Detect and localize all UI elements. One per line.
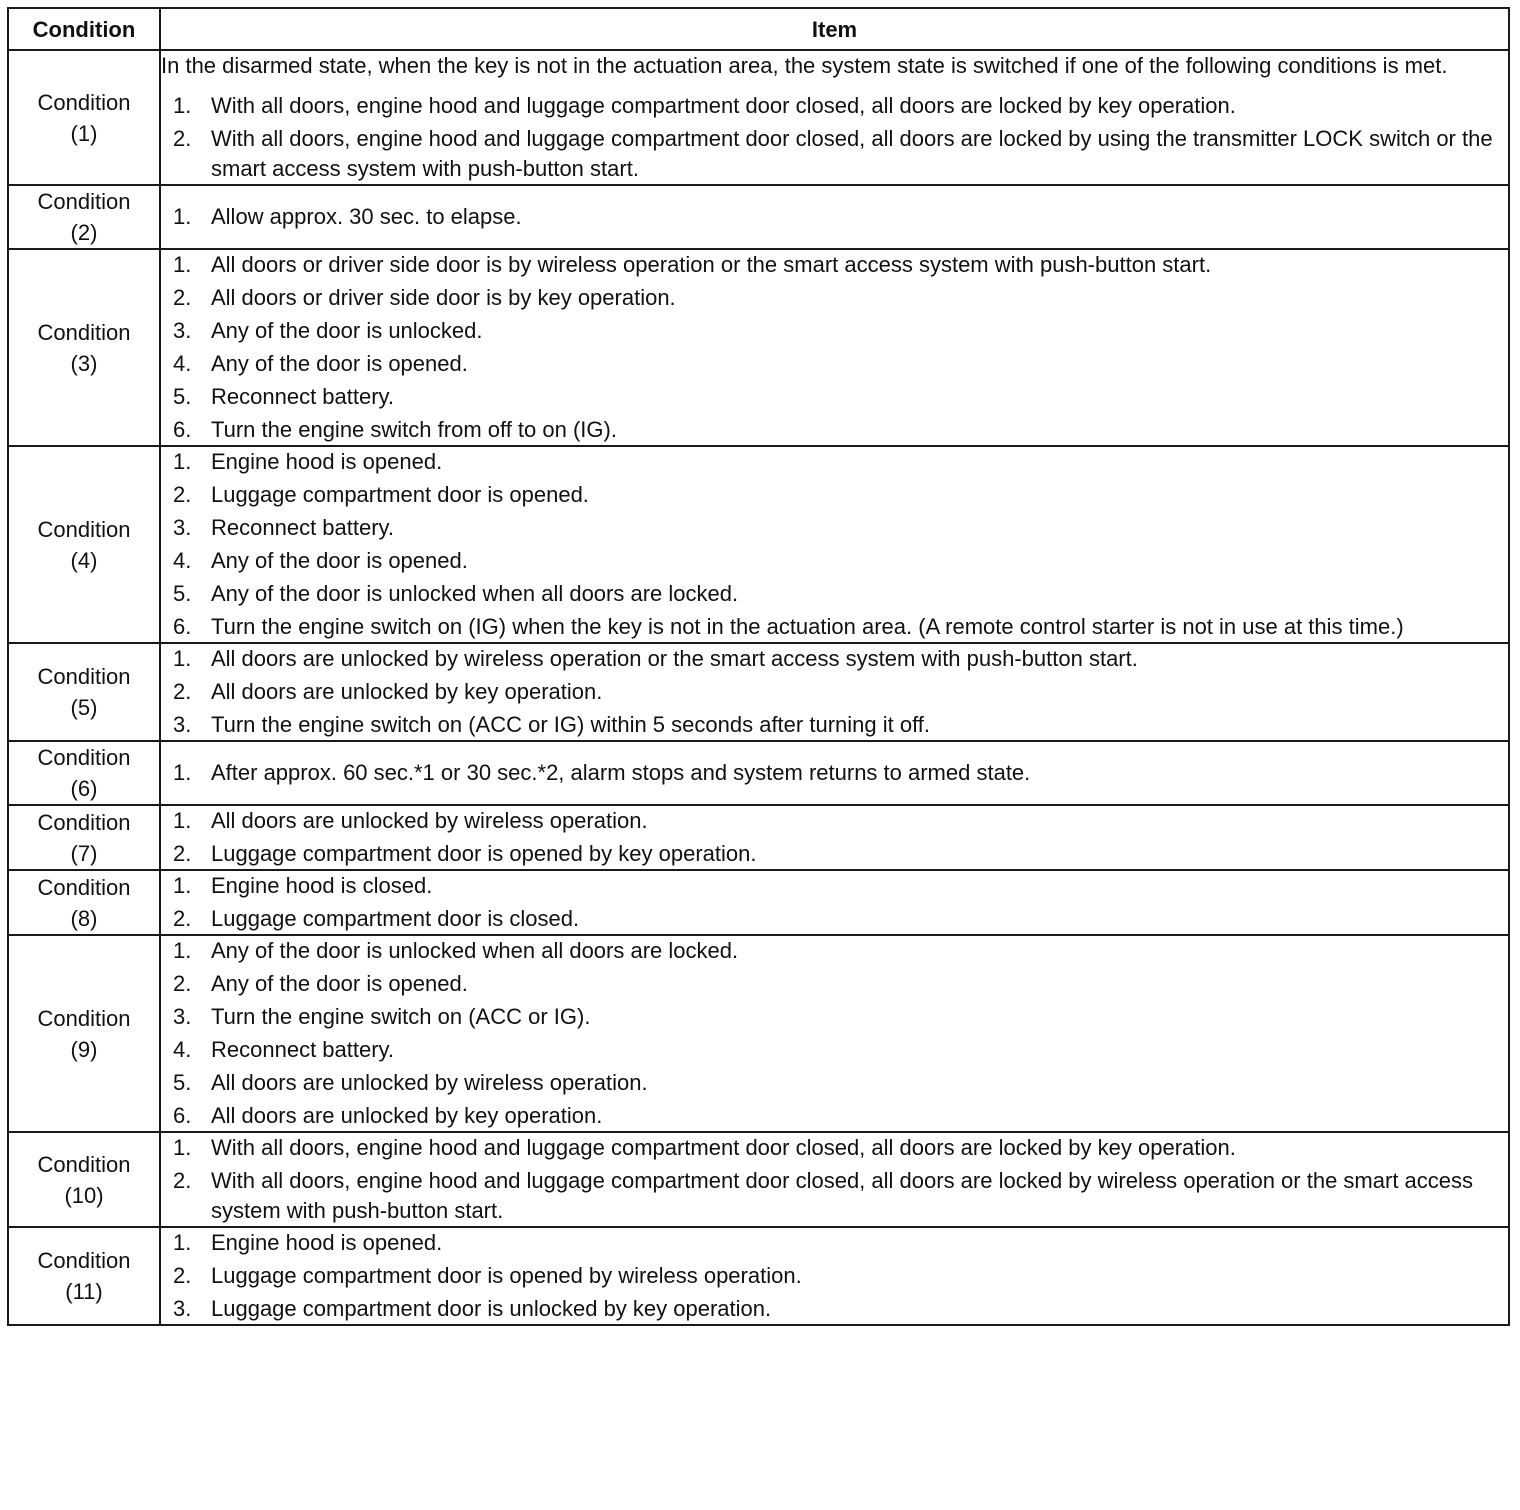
list-item-number: 2. bbox=[173, 285, 192, 310]
list-item-number: 1. bbox=[173, 1135, 192, 1160]
condition-cell bbox=[8, 741, 160, 805]
list-item bbox=[161, 447, 1508, 477]
list-item-number: 1. bbox=[173, 449, 192, 474]
list-item bbox=[161, 839, 1508, 869]
condition-number: (10) bbox=[64, 1182, 104, 1208]
list-item-number: 5. bbox=[173, 1070, 192, 1095]
list-item-text: Allow approx. 30 sec. to elapse. bbox=[211, 204, 522, 229]
header-row bbox=[8, 8, 1509, 50]
condition-cell bbox=[8, 249, 160, 446]
list-item bbox=[161, 806, 1508, 836]
condition-cell bbox=[8, 185, 160, 249]
table-row bbox=[8, 870, 1509, 935]
item-cell bbox=[160, 805, 1509, 870]
list-item bbox=[161, 1035, 1508, 1065]
list-item-text: Engine hood is opened. bbox=[211, 449, 443, 474]
list-item-number: 3. bbox=[173, 1296, 192, 1321]
condition-label: Condition bbox=[37, 874, 131, 900]
item-list bbox=[161, 644, 1508, 740]
list-item-number: 1. bbox=[173, 252, 192, 277]
list-item-text: All doors are unlocked by wireless operation. bbox=[211, 808, 648, 833]
table-row bbox=[8, 1227, 1509, 1325]
item-list bbox=[161, 758, 1508, 788]
list-item-text: Luggage compartment door is opened by wireless operation. bbox=[211, 1263, 802, 1288]
list-item-number: 5. bbox=[173, 581, 192, 606]
header-item: Item bbox=[160, 8, 1509, 50]
list-item-number: 1. bbox=[173, 1230, 192, 1255]
list-item-text: Turn the engine switch from off to on (IG). bbox=[211, 417, 617, 442]
item-list bbox=[161, 202, 1508, 232]
list-item-text: With all doors, engine hood and luggage compartment door closed, all doors are locked by key operation. bbox=[211, 1135, 1236, 1160]
condition-number: (8) bbox=[70, 905, 98, 931]
list-item-text: Any of the door is opened. bbox=[211, 548, 468, 573]
condition-number: (7) bbox=[70, 840, 98, 866]
item-cell bbox=[160, 249, 1509, 446]
list-item-text: All doors are unlocked by key operation. bbox=[211, 679, 603, 704]
list-item bbox=[161, 1068, 1508, 1098]
condition-number: (11) bbox=[65, 1279, 103, 1304]
list-item bbox=[161, 349, 1508, 379]
list-item bbox=[161, 1294, 1508, 1324]
list-item bbox=[161, 904, 1508, 934]
item-cell bbox=[160, 741, 1509, 805]
list-item-number: 3. bbox=[173, 318, 192, 343]
list-item-number: 4. bbox=[173, 351, 192, 376]
list-item-number: 4. bbox=[173, 548, 192, 573]
list-item-number: 2. bbox=[173, 906, 192, 931]
condition-cell bbox=[8, 643, 160, 741]
condition-number: (9) bbox=[70, 1036, 98, 1062]
item-cell bbox=[160, 935, 1509, 1132]
item-cell bbox=[160, 1227, 1509, 1325]
item-list bbox=[161, 936, 1508, 1131]
table-row bbox=[8, 50, 1509, 185]
list-item-number: 3. bbox=[173, 515, 192, 540]
condition-label: Condition bbox=[37, 189, 131, 214]
condition-number: (4) bbox=[70, 547, 98, 573]
condition-label: Condition bbox=[37, 809, 131, 835]
condition-cell bbox=[8, 446, 160, 643]
list-item bbox=[161, 1133, 1508, 1163]
list-item-text: Engine hood is closed. bbox=[211, 873, 433, 898]
table-row bbox=[8, 446, 1509, 643]
condition-number: (2) bbox=[70, 220, 98, 245]
list-item-text: Any of the door is opened. bbox=[211, 971, 468, 996]
list-item-number: 1. bbox=[173, 760, 192, 785]
item-cell bbox=[160, 643, 1509, 741]
item-cell bbox=[160, 1132, 1509, 1227]
list-item-text: After approx. 60 sec.*1 or 30 sec.*2, alarm stops and system returns to armed state. bbox=[211, 760, 1031, 785]
list-item-text: Reconnect battery. bbox=[211, 1037, 395, 1062]
list-item-text: All doors are unlocked by key operation. bbox=[211, 1103, 603, 1128]
list-item-number: 1. bbox=[173, 938, 192, 963]
list-item-text: Luggage compartment door is opened. bbox=[211, 482, 589, 507]
table-row bbox=[8, 741, 1509, 805]
list-item bbox=[161, 871, 1508, 901]
item-list bbox=[161, 447, 1508, 642]
list-item bbox=[161, 1002, 1508, 1032]
list-item bbox=[161, 1261, 1508, 1291]
list-item-text: Luggage compartment door is closed. bbox=[211, 906, 580, 931]
item-cell bbox=[160, 446, 1509, 643]
item-cell bbox=[160, 185, 1509, 249]
table-row bbox=[8, 185, 1509, 249]
list-item-number: 6. bbox=[173, 614, 192, 639]
list-item-text: With all doors, engine hood and luggage compartment door closed, all doors are locked by wireless operation or the smart access system with push-button start. bbox=[211, 1168, 1474, 1223]
list-item bbox=[161, 382, 1508, 412]
condition-label: Condition bbox=[37, 319, 131, 345]
list-item bbox=[161, 1101, 1508, 1131]
list-item-number: 3. bbox=[173, 712, 192, 737]
table-row bbox=[8, 643, 1509, 741]
table-body bbox=[8, 50, 1509, 1325]
condition-label: Condition bbox=[37, 1151, 131, 1177]
list-item-number: 3. bbox=[173, 1004, 192, 1029]
item-list bbox=[161, 91, 1508, 184]
table-row bbox=[8, 1132, 1509, 1227]
list-item-number: 2. bbox=[173, 482, 192, 507]
item-cell bbox=[160, 870, 1509, 935]
list-item bbox=[161, 546, 1508, 576]
list-item-text: All doors are unlocked by wireless operation or the smart access system with push-button start. bbox=[211, 646, 1138, 671]
list-item-number: 2. bbox=[173, 1168, 192, 1193]
condition-number: (1) bbox=[70, 120, 98, 146]
list-item bbox=[161, 677, 1508, 707]
list-item bbox=[161, 1228, 1508, 1258]
list-item-text: Turn the engine switch on (ACC or IG) within 5 seconds after turning it off. bbox=[211, 712, 931, 737]
list-item-number: 1. bbox=[173, 646, 192, 671]
condition-cell bbox=[8, 870, 160, 935]
condition-label: Condition bbox=[37, 745, 131, 770]
list-item-text: Turn the engine switch on (IG) when the key is not in the actuation area. (A remote control starter is not in use at this time.) bbox=[211, 614, 1404, 639]
list-item-number: 6. bbox=[173, 417, 192, 442]
table-row bbox=[8, 249, 1509, 446]
list-item-text: Reconnect battery. bbox=[211, 384, 395, 409]
list-item bbox=[161, 612, 1508, 642]
item-cell bbox=[160, 50, 1509, 185]
list-item bbox=[161, 936, 1508, 966]
list-item bbox=[161, 758, 1508, 788]
list-item bbox=[161, 969, 1508, 999]
conditions-table bbox=[7, 7, 1510, 1326]
condition-cell bbox=[8, 50, 160, 185]
table-row bbox=[8, 805, 1509, 870]
list-item-text: Any of the door is unlocked. bbox=[211, 318, 483, 343]
list-item bbox=[161, 579, 1508, 609]
list-item-text: With all doors, engine hood and luggage compartment door closed, all doors are locked by using the transmitter LOCK switch or the smart access system with push-button start. bbox=[211, 126, 1493, 181]
condition-label: Condition bbox=[37, 1005, 131, 1031]
condition-number: (5) bbox=[70, 695, 98, 720]
list-item-number: 1. bbox=[173, 204, 192, 229]
condition-cell bbox=[8, 935, 160, 1132]
list-item-text: Any of the door is unlocked when all doors are locked. bbox=[211, 581, 739, 606]
list-item-number: 6. bbox=[173, 1103, 192, 1128]
list-item-text: All doors or driver side door is by key operation. bbox=[211, 285, 676, 310]
item-list bbox=[161, 250, 1508, 445]
list-item-text: With all doors, engine hood and luggage compartment door closed, all doors are locked by key operation. bbox=[211, 93, 1236, 118]
list-item-text: Any of the door is unlocked when all doors are locked. bbox=[211, 938, 739, 963]
list-item-number: 2. bbox=[173, 679, 192, 704]
item-list bbox=[161, 871, 1508, 934]
table-row bbox=[8, 935, 1509, 1132]
condition-cell bbox=[8, 1132, 160, 1227]
header-condition: Condition bbox=[8, 8, 160, 50]
item-list bbox=[161, 1133, 1508, 1226]
list-item-text: Engine hood is opened. bbox=[211, 1230, 443, 1255]
list-item-number: 1. bbox=[173, 808, 192, 833]
list-item-text: Luggage compartment door is opened by key operation. bbox=[211, 841, 757, 866]
list-item bbox=[161, 710, 1508, 740]
list-item bbox=[161, 124, 1508, 184]
condition-cell bbox=[8, 805, 160, 870]
list-item bbox=[161, 513, 1508, 543]
item-list bbox=[161, 806, 1508, 869]
list-item-text: All doors are unlocked by wireless operation. bbox=[211, 1070, 648, 1095]
list-item-number: 2. bbox=[173, 126, 192, 151]
list-item bbox=[161, 91, 1508, 121]
list-item bbox=[161, 202, 1508, 232]
list-item bbox=[161, 250, 1508, 280]
list-item-text: Turn the engine switch on (ACC or IG). bbox=[211, 1004, 591, 1029]
list-item bbox=[161, 283, 1508, 313]
list-item bbox=[161, 415, 1508, 445]
list-item-text: Luggage compartment door is unlocked by key operation. bbox=[211, 1296, 772, 1321]
list-item-number: 1. bbox=[173, 873, 192, 898]
list-item-text: Any of the door is opened. bbox=[211, 351, 468, 376]
list-item-text: Reconnect battery. bbox=[211, 515, 395, 540]
list-item-number: 2. bbox=[173, 1263, 192, 1288]
condition-label: Condition bbox=[37, 89, 131, 115]
list-item-number: 2. bbox=[173, 971, 192, 996]
condition-number: (3) bbox=[70, 350, 98, 376]
item-list bbox=[161, 1228, 1508, 1324]
list-item bbox=[161, 480, 1508, 510]
condition-number: (6) bbox=[70, 776, 98, 801]
list-item bbox=[161, 316, 1508, 346]
item-intro: In the disarmed state, when the key is not in the actuation area, the system state is switched if one of the following conditions is met. bbox=[161, 53, 1448, 78]
condition-label: Condition bbox=[37, 664, 131, 689]
list-item bbox=[161, 1166, 1508, 1226]
condition-label: Condition bbox=[37, 516, 131, 542]
list-item-text: All doors or driver side door is by wireless operation or the smart access system with push-button start. bbox=[211, 252, 1212, 277]
condition-label: Condition bbox=[37, 1248, 131, 1273]
list-item-number: 2. bbox=[173, 841, 192, 866]
list-item-number: 5. bbox=[173, 384, 192, 409]
list-item-number: 1. bbox=[173, 93, 192, 118]
condition-cell bbox=[8, 1227, 160, 1325]
list-item-number: 4. bbox=[173, 1037, 192, 1062]
list-item bbox=[161, 644, 1508, 674]
